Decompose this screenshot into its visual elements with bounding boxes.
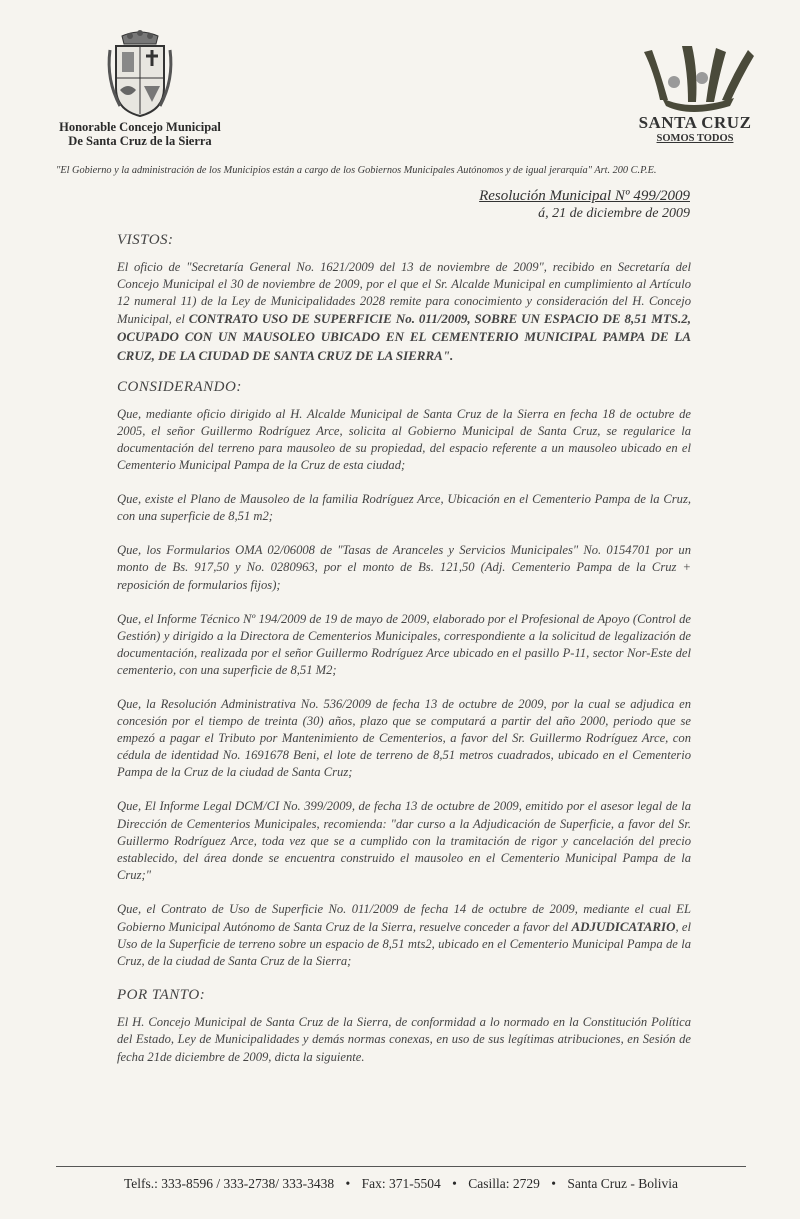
considerando-paragraph: Que, los Formularios OMA 02/06008 de "Tasas de Aranceles y Servicios Municipales" No. 0154701 por un monto de Bs. 917,50 y No. 0280963, por el monto de Bs. 121,50 (Adj. Cementerio Pampa de la Cruz + reposición de formularios fijos); [117, 543, 691, 592]
constitution-quote: "El Gobierno y la administración de los Municipios están a cargo de los Gobiernos Municipales Autónomos y de igual jerarquía" Art. 200 C.P.E. [56, 165, 657, 176]
considerando-heading: CONSIDERANDO: [117, 378, 242, 395]
brand-slogan: SOMOS TODOS [656, 133, 734, 144]
considerando-paragraph: Que, mediante oficio dirigido al H. Alcalde Municipal de Santa Cruz de la Sierra en fecha 18 de octubre de 2005, el señor Guillermo Rodríguez Arce, solicita al Gobierno Municipal de Santa Cruz, se regularice la documentación del terreno para mausoleo de su propiedad, del espacio referente a un mausoleo ubicado en el Cementerio Municipal Pampa de la Cruz de esta ciudad; [117, 406, 691, 473]
footer-divider [56, 1166, 746, 1167]
council-name-line1: Honorable Concejo Municipal [59, 120, 221, 134]
footer-separator: • [452, 1176, 457, 1191]
footer-city: Santa Cruz - Bolivia [567, 1176, 678, 1191]
portanto-heading: POR TANTO: [117, 987, 206, 1004]
document-body [117, 232, 691, 1066]
resolution-title: Resolución Municipal Nº 499/2009 [479, 188, 690, 204]
contract-text-after: , el Uso de la Superficie de terreno sobre un espacio de 8,51 mts2, ubicado en el Cementerio Municipal Pampa de la Cruz, de la ciudad de Santa Cruz de la Sierra; [117, 920, 691, 969]
footer-fax: Fax: 371-5504 [361, 1176, 441, 1191]
resolution-date: á, 21 de diciembre de 2009 [538, 206, 690, 221]
considerando-paragraph-contract [117, 901, 691, 970]
brand-name: SANTA CRUZ [638, 113, 752, 132]
considerando-paragraph: Que, el Informe Técnico Nº 194/2009 de 19 de mayo de 2009, elaborado por el Profesional de Apoyo (Control de Gestión) y dirigido a la Directora de Cementerios Municipales, correspondiente a la solicitud de legalización de documentación, realizada por el señor Guillermo Rodríguez Arce ubicado en el pasillo P-11, sector Nor-Este del cementerio, con una superficie de 8,51 M2; [117, 611, 691, 677]
footer-contact [56, 1176, 746, 1192]
considerando-paragraph: Que, El Informe Legal DCM/CI No. 399/2009, de fecha 13 de octubre de 2009, emitido por el asesor legal de la Dirección de Cementerios Municipales, recomienda: "dar curso a la Adjudicación de Superficie, a favor del Sr. Guillermo Rodríguez Arce, toda vez que se a cumplido con la tramitación de rigor y cancelación del precio establecido, del área donde se encuentra construido el mausoleo en el Cementerio Municipal Pampa de la Cruz;" [117, 799, 691, 882]
vistos-text: El oficio de "Secretaría General No. 1621/2009 del 13 de noviembre de 2009", recibido en Secretaría del Concejo Municipal el 30 de noviembre de 2009, por el que el Sr. Alcalde Municipal en cumplimiento al Artículo 12 numeral 11) de la Ley de Municipalidades 2028 remite para conocimiento y consideración del H. Concejo Municipal, el [117, 260, 691, 327]
footer-separator: • [345, 1176, 351, 1191]
considerando-paragraph: Que, la Resolución Administrativa No. 536/2009 de fecha 13 de octubre de 2009, por la cual se adjudica en concesión por el tiempo de treinta (30) años, plazo que se computará a partir del año 2000, periodo que se empezó a pagar el Tributo por Mantenimiento de Cementerios, a favor del Sr. Guillermo Rodríguez Arce, con cédula de identidad No. 1691678 Beni, el lote de terreno de 8,51 metros cuadrados, ubicado en el Cementerio Pampa de la Cruz de la ciudad de Santa Cruz; [117, 696, 691, 780]
footer-phones: Telfs.: 333-8596 / 333-2738/ 333-3438 [124, 1176, 335, 1191]
vistos-emphasis: CONTRATO USO DE SUPERFICIE No. 011/2009, SOBRE UN ESPACIO DE 8,51 MTS.2, OCUPADO CON UN MAUSOLEO UBICADO EN EL CEMENTERIO MUNICIPAL PAMPA DE LA CRUZ, DE LA CIUDAD DE SANTA CRUZ DE LA SIERRA". [117, 311, 691, 363]
adjudicatario-emphasis: ADJUDICATARIO [571, 919, 676, 934]
footer-casilla: Casilla: 2729 [468, 1176, 540, 1191]
coat-of-arms-icon [100, 30, 180, 120]
vistos-heading: VISTOS: [117, 232, 174, 248]
council-name [40, 120, 240, 148]
vistos-paragraph [117, 259, 691, 365]
portanto-paragraph: El H. Concejo Municipal de Santa Cruz de la Sierra, de conformidad a lo normado en la Constitución Política del Estado, Ley de Municipalidades y demás normas conexas, en uso de sus legítimas atribuciones, en Sesión de fecha 21de diciembre de 2009, dicta la siguiente. [117, 1015, 691, 1064]
footer-separator: • [551, 1176, 556, 1191]
considerando-paragraph: Que, existe el Plano de Mausoleo de la familia Rodríguez Arce, Ubicación en el Cementerio Pampa de la Cruz, con una superficie de 8,51 m2; [117, 492, 691, 524]
council-name-line2: De Santa Cruz de la Sierra [68, 134, 212, 148]
contract-text-before: Que, el Contrato de Uso de Superficie No. 011/2009 de fecha 14 de octubre de 2009, mediante el cual EL Gobierno Municipal Autónomo de Santa Cruz de la Sierra, resuelve conceder a favor del [117, 901, 691, 934]
